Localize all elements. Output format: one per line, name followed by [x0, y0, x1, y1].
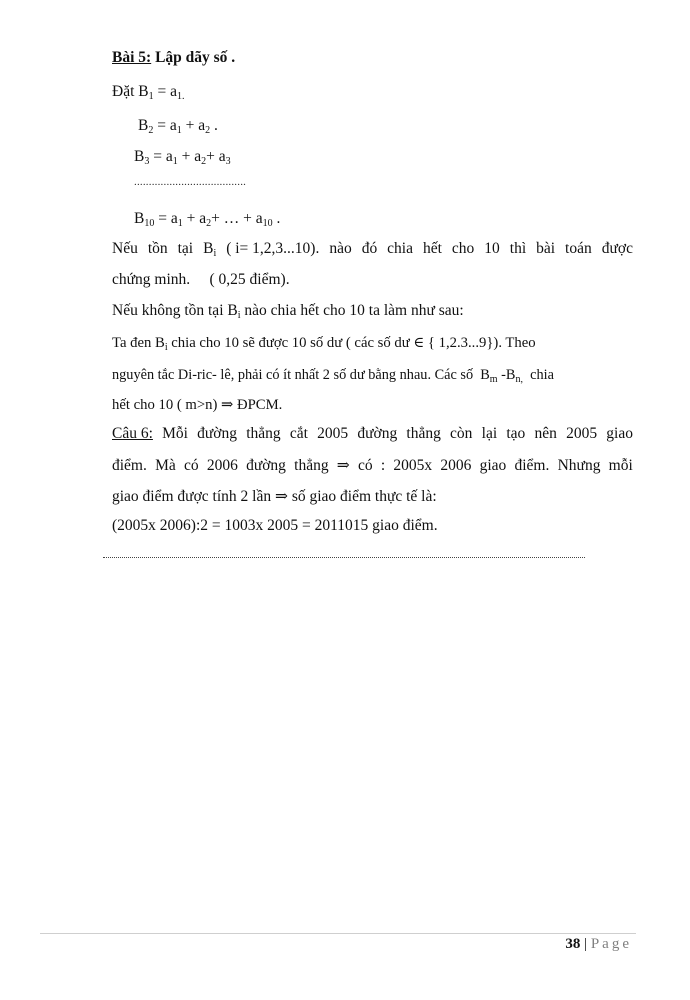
word: : — [380, 457, 386, 474]
word: mỗi — [608, 457, 633, 474]
word: điểm. — [514, 457, 550, 474]
word: chia — [387, 240, 413, 257]
b10-part: + a — [182, 210, 207, 227]
b3-sub: 3 — [225, 156, 231, 167]
word: đường — [357, 425, 398, 442]
word: 2005 — [566, 425, 598, 442]
section6-line1 — [112, 424, 633, 444]
word: cắt — [289, 425, 308, 442]
para3-text: nguyên tắc Di-ric- lê, phải có ít nhất 2 số dư bằng nhau. Các số B — [112, 367, 490, 383]
section-5-label: Bài 5: — [112, 49, 152, 66]
word: thẳng — [406, 425, 441, 442]
word: giao — [479, 457, 507, 474]
word: Nếu — [112, 240, 138, 257]
word: điểm. — [112, 457, 147, 474]
b3-sub: 2 — [201, 156, 207, 167]
word: Mỗi — [162, 425, 188, 442]
b10-part: + … + a — [211, 210, 263, 227]
word: được — [601, 240, 633, 257]
b3-part: B — [134, 148, 145, 165]
word: lại — [481, 425, 498, 442]
word: thì — [509, 240, 527, 257]
word: tồn — [147, 240, 168, 257]
section-5-title: Lập dãy số . — [151, 49, 236, 66]
b2-part: . — [210, 117, 218, 134]
ellipsis-row: ...................................... — [134, 176, 247, 188]
b2-part: B — [138, 117, 149, 134]
definition-b3 — [134, 147, 231, 167]
word: Mà — [155, 457, 176, 474]
para2-pre: Nếu không tồn tại B — [112, 302, 238, 319]
word: 2005x — [393, 457, 433, 474]
para2-post: nào chia hết cho 10 ta làm như sau: — [240, 302, 464, 319]
b10-sub: 10 — [262, 218, 273, 229]
n-subscript: n, — [515, 374, 523, 385]
word: tạo — [506, 425, 526, 442]
para3-line2 — [112, 365, 554, 385]
section6-line3: giao điểm được tính 2 lần ⇒ số giao điểm thực tế là: — [112, 488, 437, 505]
m-subscript: m — [489, 374, 498, 385]
dotted-separator — [103, 557, 585, 558]
word: toán — [565, 240, 592, 257]
word: đường — [246, 457, 286, 474]
b1-prefix: Đặt B — [112, 83, 149, 100]
page-label: Page — [590, 936, 632, 952]
b2-part: + a — [181, 117, 206, 134]
b1-equals: = a — [153, 83, 177, 100]
b10-sub: 1 — [177, 218, 183, 229]
b10-part: = a — [154, 210, 178, 227]
word: có — [358, 457, 373, 474]
footer-divider — [40, 933, 636, 934]
word: 2005 — [317, 425, 349, 442]
b10-part: . — [272, 210, 281, 227]
page-number: 38 — [565, 936, 581, 952]
para3-text: Ta đen B — [112, 335, 165, 351]
footer-separator: | — [580, 936, 591, 952]
b10-sub: 10 — [144, 218, 155, 229]
page-footer — [565, 936, 632, 953]
section-6-label: Câu 6: — [112, 425, 153, 442]
para3-text: -B — [497, 367, 516, 383]
definition-b2 — [138, 116, 218, 136]
b3-part: + a — [177, 148, 202, 165]
word-bi — [203, 239, 216, 259]
word: tại — [177, 240, 194, 257]
word: ( i= 1,2,3...10). — [226, 240, 320, 257]
word: giao — [606, 425, 633, 442]
para1-line2: chứng minh. ( 0,25 điểm). — [112, 271, 290, 288]
b1-a-subscript: 1. — [176, 91, 185, 102]
word: 10 — [484, 240, 500, 257]
para3-text: chia cho 10 sẽ được 10 số dư ( các số dư ∈ { 1,2.3...9}). Theo — [167, 335, 536, 351]
word: Nhưng — [557, 457, 601, 474]
definition-b10 — [134, 209, 280, 229]
para3-text: chia — [522, 367, 554, 383]
b1-subscript: 1 — [148, 91, 154, 102]
para2 — [112, 301, 464, 321]
section6-line4: (2005x 2006):2 = 1003x 2005 = 2011015 giao điểm. — [112, 517, 438, 534]
para3-subscript: i — [164, 342, 168, 353]
definition-b1 — [112, 82, 184, 102]
word: đó — [361, 240, 378, 257]
section6-line2 — [112, 456, 633, 476]
word: 2006 — [440, 457, 472, 474]
b3-sub: 3 — [144, 156, 150, 167]
word: có — [183, 457, 199, 474]
word: bài — [536, 240, 556, 257]
word: đường — [197, 425, 238, 442]
para2-subscript: i — [237, 310, 241, 321]
b2-sub: 2 — [148, 125, 154, 136]
b10-sub: 2 — [206, 218, 212, 229]
word: thẳng — [246, 425, 281, 442]
b2-sub: 2 — [205, 125, 211, 136]
b10-part: B — [134, 210, 145, 227]
b3-sub: 1 — [172, 156, 178, 167]
b3-part: + a — [206, 148, 226, 165]
b2-sub: 1 — [176, 125, 182, 136]
b2-part: = a — [153, 117, 177, 134]
word: còn — [450, 425, 473, 442]
word: 2006 — [206, 457, 238, 474]
section-5-heading — [112, 48, 235, 68]
b3-part: = a — [149, 148, 173, 165]
word: ⇒ — [336, 457, 350, 474]
para3-line1 — [112, 333, 536, 353]
word: cho — [451, 240, 475, 257]
para1-line1 — [112, 239, 633, 259]
word: hết — [422, 240, 442, 257]
word: nào — [329, 240, 352, 257]
para3-line3: hết cho 10 ( m>n) ⇒ ĐPCM. — [112, 397, 283, 413]
word: nên — [534, 425, 557, 442]
b-letter: B — [203, 240, 214, 257]
i-subscript: i — [213, 248, 217, 259]
word: thẳng — [294, 457, 329, 474]
